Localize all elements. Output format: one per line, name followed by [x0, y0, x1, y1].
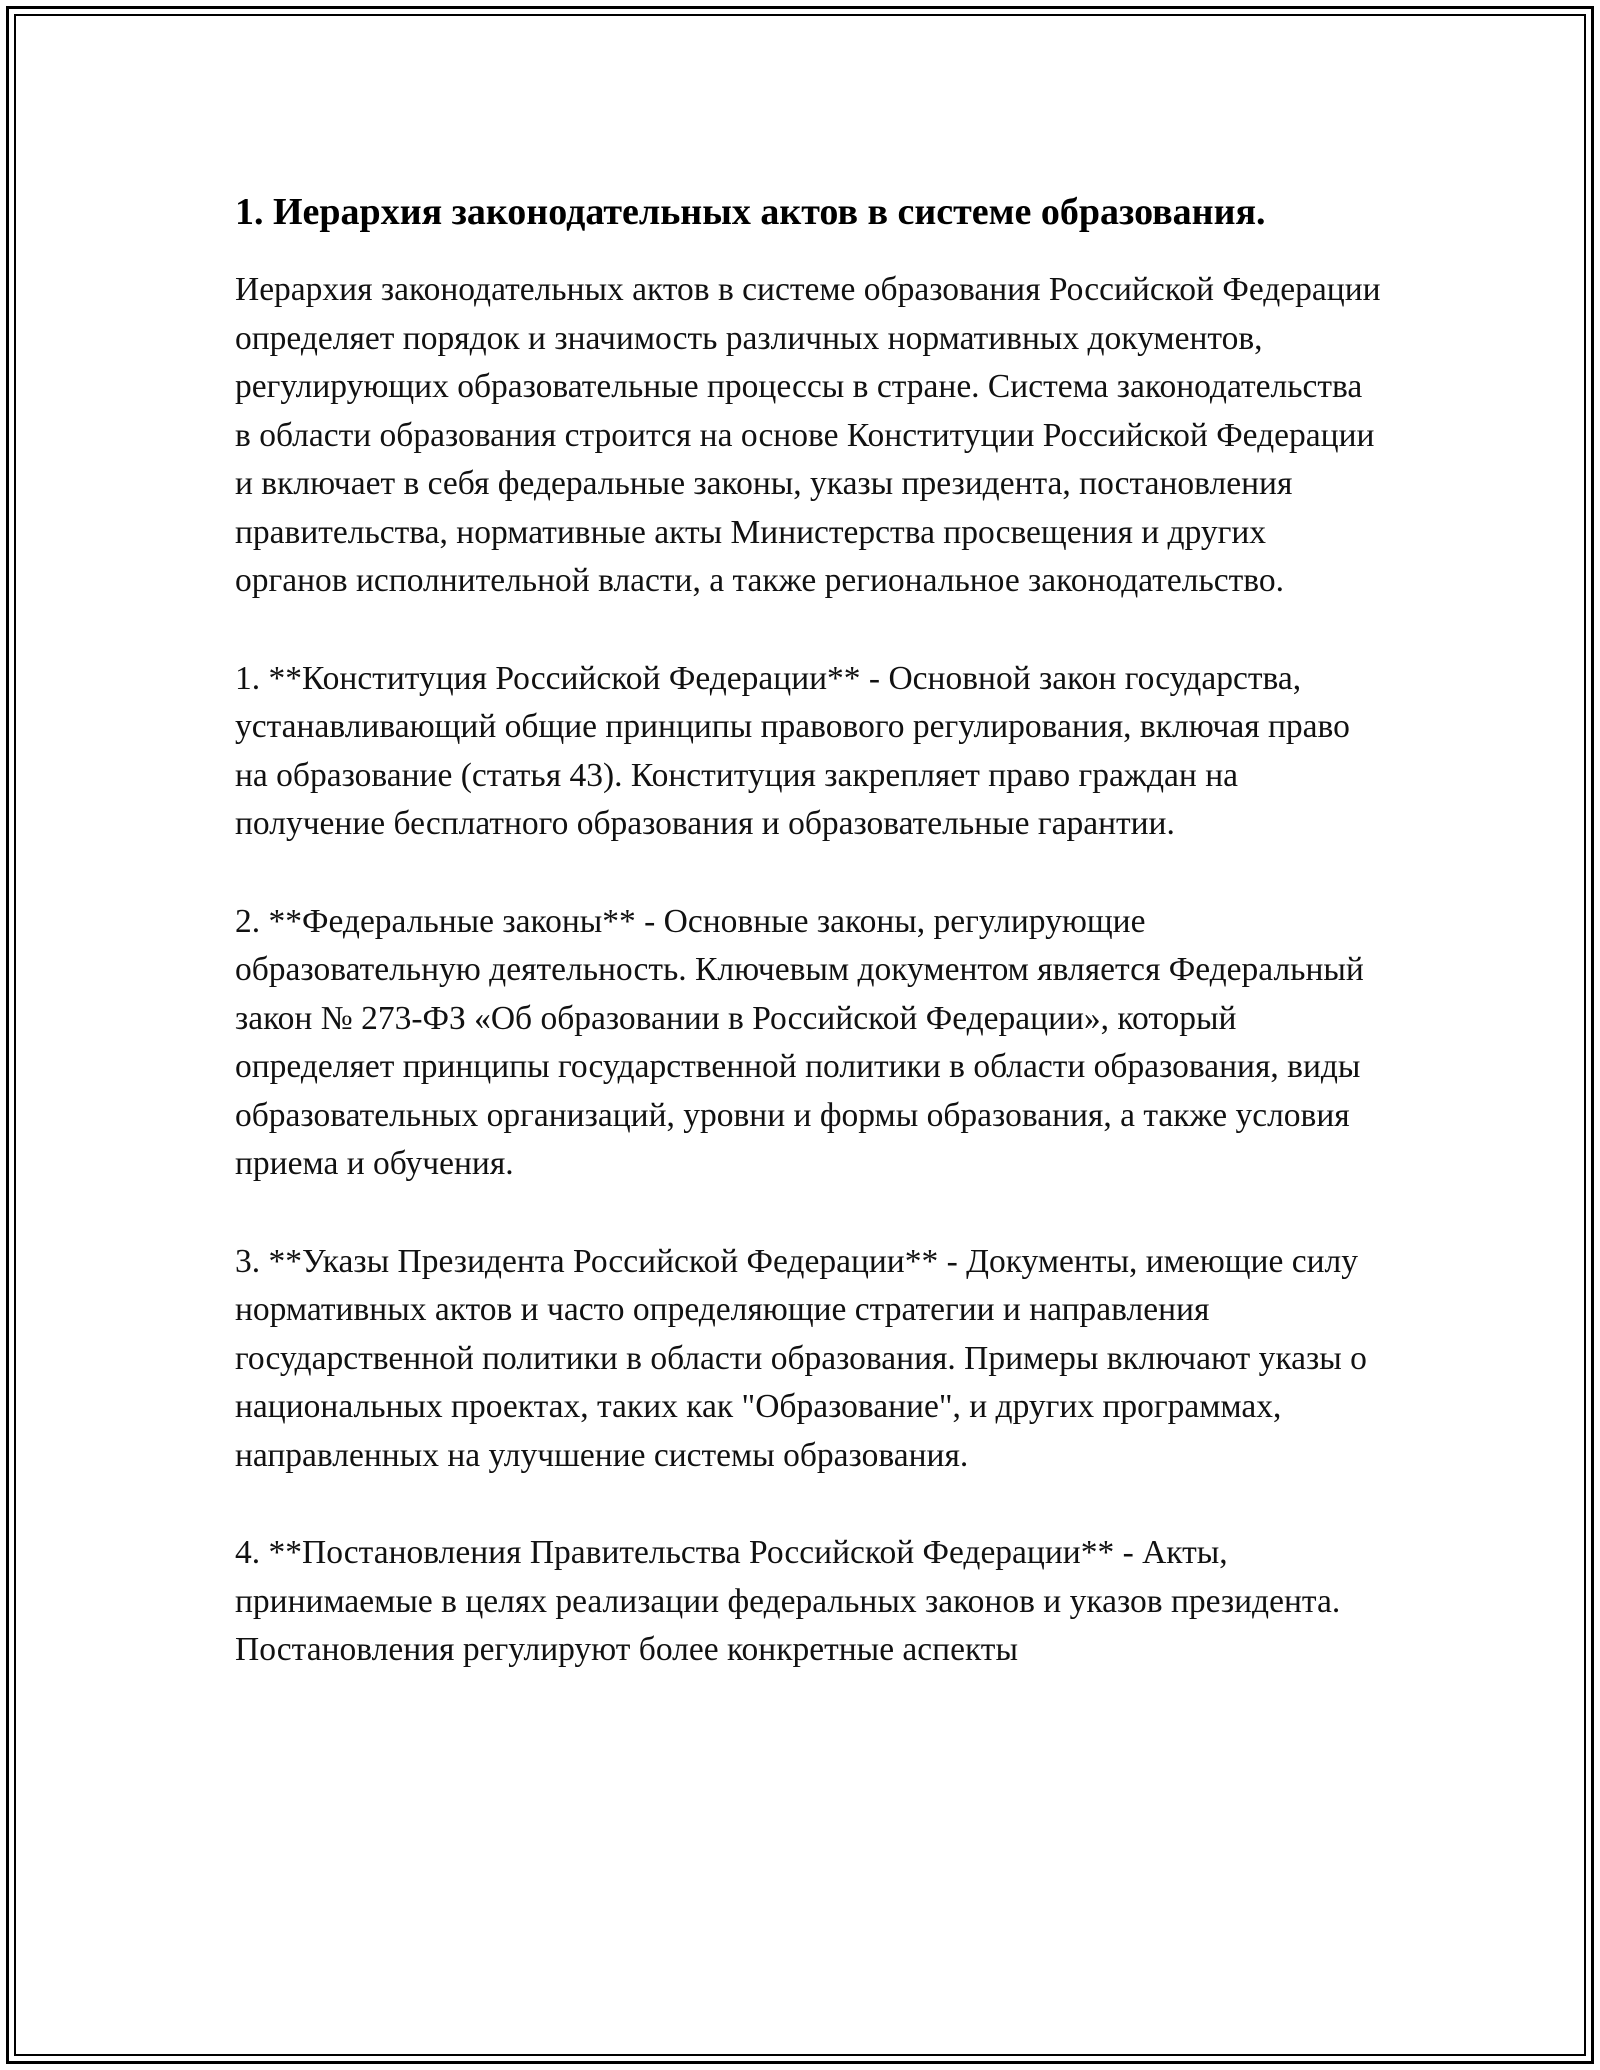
document-page — [235, 188, 1385, 1724]
list-item-federal-laws: 2. **Федеральные законы** - Основные законы, регулирующие образовательную деятельность. Ключевым документом является Федеральный закон № 273-ФЗ «Об образовании в Российской Федерации», который определяет принципы государственной политики в области образования, виды образовательных организаций, уровни и формы образования, а также условия приема и обучения. — [235, 902, 1364, 1182]
intro-paragraph: Иерархия законодательных актов в системе образования Российской Федерации определяет порядок и значимость различных нормативных документов, регулирующих образовательные процессы в стране. Система законодательства в области образования строится на основе Конституции Российской Федерации и включает в себя федеральные законы, указы президента, постановления правительства, нормативные акты Министерства просвещения и других органов исполнительной власти, а также региональное законодательство. — [235, 271, 1381, 599]
section-heading: 1. Иерархия законодательных актов в системе образования. — [235, 191, 1266, 233]
list-item-government-resolutions: 4. **Постановления Правительства Российской Федерации** - Акты, принимаемые в целях реализации федеральных законов и указов президента. Постановления регулируют более конкретные аспекты — [235, 1534, 1341, 1668]
list-item-presidential-decrees: 3. **Указы Президента Российской Федерации** - Документы, имеющие силу нормативных актов и часто определяющие стратегии и направления государственной политики в области образования. Примеры включают указы о национальных проектах, таких как "Образование", и других программах, направленных на улучшение системы образования. — [235, 1242, 1367, 1474]
list-item-constitution: 1. **Конституция Российской Федерации** - Основной закон государства, устанавливающий общие принципы правового регулирования, включая право на образование (статья 43). Конституция закрепляет право граждан на получение бесплатного образования и образовательные гарантии. — [235, 659, 1350, 842]
